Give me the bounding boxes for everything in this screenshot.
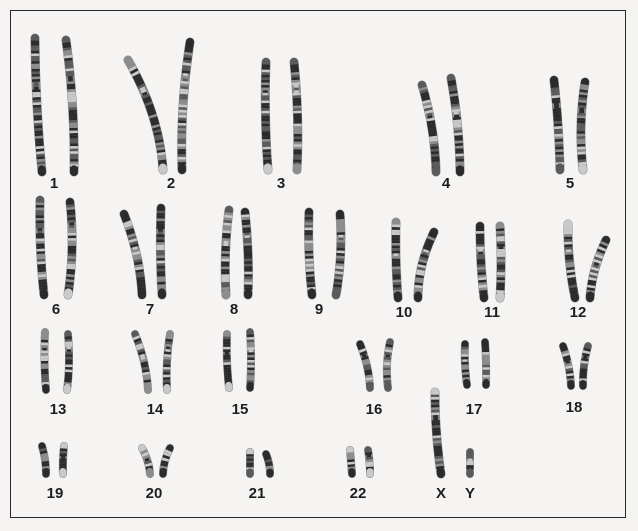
chromosome-label-13: 13: [49, 401, 67, 418]
chromosome-band: [129, 63, 130, 66]
chromosome-pair-16: [360, 342, 390, 388]
chromosome-band: [266, 454, 267, 456]
chromosome-pair-7: [124, 208, 162, 295]
chromosome-band: [168, 451, 169, 454]
chromosome-band: [43, 449, 44, 452]
chromosome-band: [420, 273, 421, 276]
chromosome-label-21: 21: [248, 485, 266, 502]
chromosome-label-3: 3: [276, 175, 286, 192]
chromosome-band: [421, 265, 422, 268]
chromosome-band: [138, 260, 139, 263]
chromosome-band: [421, 268, 422, 271]
chromosome-band: [164, 464, 165, 467]
chromosome-band: [566, 356, 567, 359]
chromosome-band: [594, 270, 595, 273]
chromosome-label-9: 9: [314, 301, 324, 318]
chromosome-band: [572, 283, 573, 286]
chromosome-band: [423, 257, 424, 260]
chromosome-label-2: 2: [166, 175, 176, 192]
chromosome-band: [143, 451, 144, 454]
chromosome-band: [595, 268, 596, 271]
chromosome-pair-18: [563, 346, 588, 386]
chromosome-band: [139, 265, 140, 268]
chromosome-band: [365, 360, 366, 363]
chromosome-band: [130, 232, 131, 235]
chromosome-band: [152, 113, 153, 116]
chromosome-pair-8: [225, 210, 248, 295]
chromosome-band: [563, 346, 564, 349]
chromosome-pair-11: [480, 226, 501, 298]
chromosome-band: [431, 237, 432, 240]
chromosome-band: [130, 229, 131, 232]
chromosome-band: [367, 367, 368, 370]
chromosome-label-5: 5: [565, 175, 575, 192]
chromosome-pair-10: [396, 222, 434, 298]
chromosome-band: [136, 252, 137, 255]
chromosome-band: [424, 93, 425, 96]
chromosome-band: [147, 100, 148, 103]
chromosome-band: [431, 123, 432, 126]
chromosome-label-16: 16: [365, 401, 383, 418]
chromosome-band: [586, 354, 587, 357]
chromosome-label-15: 15: [231, 401, 249, 418]
chromosome-pair-x: [435, 392, 441, 474]
chromosome-band: [598, 258, 599, 261]
chromosome-band: [139, 344, 140, 347]
chromosome-band: [360, 344, 361, 347]
chromosome-band: [144, 362, 145, 365]
chromosome-label-x: X: [435, 485, 447, 502]
chromosome-band: [140, 83, 141, 86]
chromosome-band: [390, 342, 391, 345]
chromosome-band: [125, 217, 126, 220]
chromosome-band: [368, 370, 369, 373]
chromosome-band: [587, 346, 588, 349]
chromosome-band: [422, 263, 423, 266]
chromosome-band: [132, 68, 133, 71]
chromosome-band: [596, 263, 597, 266]
chromosome-label-10: 10: [395, 304, 413, 321]
chromosome-band: [425, 95, 426, 98]
chromosome-band: [429, 113, 430, 116]
chromosome-band: [135, 247, 136, 250]
chromosome-band: [127, 222, 128, 225]
chromosome-band: [137, 339, 138, 342]
chromosome-band: [149, 105, 150, 108]
chromosome-band: [145, 453, 146, 456]
chromosome-pair-21: [250, 452, 270, 474]
chromosome-band: [591, 283, 592, 286]
chromosome-band: [424, 90, 425, 93]
chromosome-band: [575, 295, 576, 298]
chromosome-band: [568, 364, 569, 367]
chromosome-pair-17: [465, 342, 486, 385]
chromosome-pair-19: [42, 446, 64, 474]
chromosome-band: [147, 458, 148, 461]
chromosome-label-17: 17: [465, 401, 483, 418]
chromosome-band: [157, 133, 158, 136]
chromosome-band: [565, 354, 566, 357]
chromosome-band: [159, 140, 160, 143]
chromosome-band: [430, 118, 431, 121]
chromosome-band: [389, 345, 390, 348]
chromosome-band: [141, 349, 142, 352]
chromosome-label-11: 11: [484, 304, 500, 321]
chromosome-band: [586, 351, 587, 354]
chromosome-band: [600, 253, 601, 256]
chromosome-band: [587, 349, 588, 352]
chromosome-band: [143, 360, 144, 363]
chromosome-band: [593, 273, 594, 276]
chromosome-band: [148, 103, 149, 106]
chromosome-band: [366, 362, 367, 365]
chromosome-band: [137, 255, 138, 258]
chromosome-band: [134, 70, 135, 73]
chromosome-band: [142, 448, 143, 451]
chromosome-band: [136, 337, 137, 340]
chromosome-pair-2: [128, 42, 190, 170]
chromosome-band: [126, 219, 127, 222]
chromosome-band: [156, 125, 157, 128]
chromosome-band: [139, 80, 140, 83]
chromosome-band: [602, 248, 603, 251]
chromosome-label-7: 7: [145, 301, 155, 318]
chromosome-band: [128, 224, 129, 227]
chromosome-band: [159, 138, 160, 141]
chromosome-band: [167, 453, 168, 456]
chromosome-label-22: 22: [349, 485, 367, 502]
chromosome-band: [595, 265, 596, 268]
chromosome-label-1: 1: [49, 175, 59, 192]
chromosome-band: [601, 250, 602, 253]
chromosome-band: [134, 244, 135, 247]
chromosome-band: [164, 461, 165, 464]
chromosome-band: [145, 367, 146, 370]
chromosome-band: [166, 456, 167, 459]
chromosome-pair-5: [554, 80, 585, 170]
chromosome-band: [143, 90, 144, 93]
chromosome-band: [42, 446, 43, 449]
chromosome-band: [605, 240, 606, 243]
chromosome-band: [585, 356, 586, 359]
chromosome-band: [157, 130, 158, 133]
chromosome-band: [426, 250, 427, 253]
chromosome-band: [146, 456, 147, 459]
chromosome-band: [135, 334, 136, 337]
chromosome-label-4: 4: [441, 175, 451, 192]
chromosome-pair-1: [35, 38, 74, 172]
chromosome-band: [142, 354, 143, 357]
chromosome-band: [428, 242, 429, 245]
chromosome-band: [143, 357, 144, 360]
chromosome-band: [428, 245, 429, 248]
chromosome-label-14: 14: [146, 401, 164, 418]
chromosome-label-19: 19: [46, 485, 64, 502]
chromosome-label-18: 18: [565, 399, 583, 416]
chromosome-band: [424, 255, 425, 258]
chromosome-band: [141, 85, 142, 88]
chromosome-band: [451, 78, 452, 81]
chromosome-band: [429, 111, 430, 114]
chromosome-band: [426, 98, 427, 101]
chromosome-pair-6: [40, 200, 72, 295]
chromosome-band: [364, 354, 365, 357]
chromosome-pair-15: [227, 332, 251, 388]
chromosome-band: [137, 257, 138, 260]
chromosome-band: [138, 342, 139, 345]
chromosome-band: [154, 120, 155, 123]
chromosome-band: [599, 255, 600, 258]
chromosome-band: [43, 451, 44, 454]
chromosome-band: [603, 245, 604, 248]
chromosome-band: [132, 237, 133, 240]
chromosome-band: [148, 461, 149, 464]
chromosome-band: [362, 349, 363, 352]
chromosome-band: [569, 366, 570, 369]
chromosome-pair-9: [309, 212, 341, 295]
chromosome-pair-12: [568, 224, 606, 298]
chromosome-band: [136, 75, 137, 78]
chromosome-band: [365, 357, 366, 360]
chromosome-band: [427, 103, 428, 106]
chromosome-band: [597, 260, 598, 263]
chromosome-band: [432, 235, 433, 238]
chromosome-band: [165, 458, 166, 461]
chromosome-pair-13: [44, 332, 69, 390]
chromosome-band: [135, 249, 136, 252]
chromosome-band: [267, 458, 268, 460]
chromosome-band: [140, 347, 141, 350]
chromosome-band: [428, 106, 429, 109]
chromosome-band: [160, 143, 161, 146]
chromosome-band: [565, 351, 566, 354]
chromosome-band: [129, 227, 130, 230]
chromosome-band: [150, 108, 151, 111]
chromosome-band: [153, 115, 154, 118]
chromosome-band: [433, 232, 434, 235]
chromosome-band: [363, 352, 364, 355]
chromosome-band: [155, 123, 156, 126]
chromosome-band: [145, 365, 146, 368]
chromosome-band: [124, 214, 125, 217]
chromosome-band: [145, 95, 146, 98]
chromosome-band: [423, 88, 424, 91]
chromosome-band: [564, 349, 565, 352]
chromosome-band: [153, 118, 154, 121]
chromosome-band: [156, 128, 157, 131]
chromosome-band: [131, 65, 132, 68]
chromosome-band: [593, 275, 594, 278]
chromosome-band: [422, 85, 423, 88]
chromosome-band: [567, 359, 568, 362]
chromosome-band: [128, 60, 129, 63]
chromosome-band: [567, 361, 568, 364]
chromosome-band: [361, 347, 362, 350]
chromosome-band: [144, 93, 145, 96]
chromosome-band: [169, 448, 170, 451]
chromosome-band: [267, 456, 268, 458]
chromosome-band: [430, 240, 431, 243]
chromosome-label-8: 8: [229, 301, 239, 318]
chromosome-pair-4: [422, 78, 460, 172]
chromosome-pair-22: [350, 450, 370, 474]
chromosome-band: [604, 243, 605, 246]
chromosome-label-12: 12: [569, 304, 587, 321]
chromosome-band: [428, 108, 429, 111]
chromosome-band: [427, 247, 428, 250]
chromosome-band: [430, 116, 431, 119]
chromosome-band: [133, 242, 134, 245]
chromosome-band: [133, 239, 134, 242]
chromosome-band: [592, 278, 593, 281]
chromosome-pair-20: [142, 448, 170, 474]
chromosome-band: [158, 135, 159, 138]
chromosome-pair-14: [135, 334, 170, 390]
chromosome-band: [44, 454, 45, 457]
chromosome-band: [420, 270, 421, 273]
chromosome-pair-3: [265, 62, 298, 170]
chromosome-band: [423, 260, 424, 263]
chromosome-band: [452, 83, 453, 86]
chromosome-band: [151, 110, 152, 113]
chromosome-band: [142, 88, 143, 91]
chromosome-band: [141, 352, 142, 355]
chromosome-band: [135, 73, 136, 76]
chromosome-label-y: Y: [464, 485, 476, 502]
chromosome-band: [137, 78, 138, 81]
chromosome-band: [146, 98, 147, 101]
chromosome-band: [268, 460, 269, 462]
chromosome-label-6: 6: [51, 301, 61, 318]
chromosome-band: [148, 464, 149, 467]
chromosome-band: [131, 234, 132, 237]
chromosome-band: [425, 252, 426, 255]
chromosome-label-20: 20: [145, 485, 163, 502]
chromosome-band: [426, 100, 427, 103]
chromosome-band: [367, 365, 368, 368]
